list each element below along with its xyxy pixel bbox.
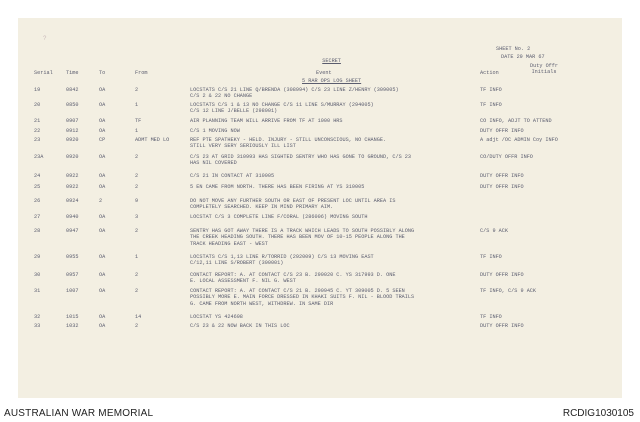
to-cell: OA <box>99 288 106 294</box>
from-cell: TF <box>135 118 142 124</box>
action-cell: TF INFO <box>480 87 502 93</box>
from-cell: 1 <box>135 128 139 134</box>
table-row <box>18 288 622 307</box>
to-cell: 2 <box>99 198 103 204</box>
time-cell: 0947 <box>66 228 79 234</box>
from-cell: 2 <box>135 228 139 234</box>
event-cell: LOCSTATS C/S 21 LINE Q/BRENDA (308994) C/S 23 LINE Z/HENRY (309005) C/S 2 & 22 NO CHANGE <box>190 87 399 100</box>
to-cell: OA <box>99 128 106 134</box>
event-cell: C/S 23 & 22 NOW BACK IN THIS LOC <box>190 323 290 329</box>
serial-cell: 24 <box>34 173 41 179</box>
to-cell: OA <box>99 272 106 278</box>
serial-cell: 21 <box>34 118 41 124</box>
action-cell: TF INFO, C/S 9 ACK <box>480 288 537 294</box>
time-cell: 0922 <box>66 173 79 179</box>
to-cell: OA <box>99 184 106 190</box>
log-sheet-page <box>18 18 622 398</box>
sheet-date: DATE 29 MAR 67 <box>501 54 545 60</box>
to-cell: OA <box>99 87 106 93</box>
from-cell: 2 <box>135 288 139 294</box>
action-cell: C/S 9 ACK <box>480 228 509 234</box>
event-cell: LOCSTATS C/S 1,13 LINE R/TORRID (292009) C/S 13 MOVING EAST C/12,11 LINE S/ROBERT (300001) <box>190 254 374 267</box>
from-cell: 3 <box>135 214 139 220</box>
time-cell: 0922 <box>66 184 79 190</box>
event-cell: C/S 21 IN CONTACT AT 310005 <box>190 173 275 179</box>
table-row <box>18 214 622 228</box>
serial-cell: 20 <box>34 102 41 108</box>
from-cell: 2 <box>135 272 139 278</box>
archive-footer <box>0 406 640 422</box>
to-cell: OA <box>99 154 106 160</box>
action-cell: TF INFO <box>480 102 502 108</box>
serial-cell: 31 <box>34 288 41 294</box>
time-cell: 0940 <box>66 214 79 220</box>
to-cell: OA <box>99 228 106 234</box>
table-row <box>18 272 622 286</box>
from-cell: 2 <box>135 184 139 190</box>
time-cell: 0920 <box>66 154 79 160</box>
to-cell: OA <box>99 323 106 329</box>
to-cell: OA <box>99 173 106 179</box>
time-cell: 0842 <box>66 87 79 93</box>
col-action-header: Action <box>480 70 499 76</box>
serial-cell: 33 <box>34 323 41 329</box>
action-cell: DUTY OFFR INFO <box>480 184 524 190</box>
action-cell: DUTY OFFR INFO <box>480 173 524 179</box>
action-cell: CO/DUTY OFFR INFO <box>480 154 533 160</box>
action-cell: TF INFO <box>480 314 502 320</box>
action-cell: DUTY OFFR INFO <box>480 128 524 134</box>
to-cell: OA <box>99 214 106 220</box>
event-cell: DO NOT MOVE ANY FURTHER SOUTH OR EAST OF PRESENT LOC UNTIL AREA IS COMPLETELY SEARCHED. KEEP IN MIND PRIMARY AIM. <box>190 198 396 211</box>
to-cell: CP <box>99 137 106 143</box>
table-row <box>18 102 622 116</box>
table-row <box>18 154 622 168</box>
table-row <box>18 254 622 268</box>
event-cell: C/S 23 AT GRID 310993 HAS SIGHTED SENTRY WHO HAS GONE TO GROUND, C/S 23 HAS NIL COVERED <box>190 154 412 167</box>
event-cell: LOCSTAT C/S 3 COMPLETE LINE F/CORAL (286006) MOVING SOUTH <box>190 214 368 220</box>
event-cell: CONTACT REPORT: A. AT CONTACT C/S 21 B. 290945 C. YT 309005 D. 5 SEEN POSSIBLY MORE E. MAIN FORCE DRESSED IN KHAKI SUITS F. NIL - BLOOD TRAILS G. CAME FROM NORTH WEST, WITHDREW. IN SAME DIR <box>190 288 415 307</box>
time-cell: 0924 <box>66 198 79 204</box>
classification-title: SECRET <box>322 57 341 64</box>
serial-cell: 27 <box>34 214 41 220</box>
serial-cell: 30 <box>34 272 41 278</box>
table-row <box>18 184 622 198</box>
event-cell: AIR PLANNING TEAM WILL ARRIVE FROM TF AT 1000 HRS <box>190 118 343 124</box>
col-time-header: Time <box>66 70 79 76</box>
from-cell: 1 <box>135 102 139 108</box>
col-to-header: To <box>99 70 106 76</box>
from-cell: 1 <box>135 254 139 260</box>
to-cell: OA <box>99 118 106 124</box>
action-cell: DUTY OFFR INFO <box>480 272 524 278</box>
event-cell: LOCSTATS C/S 1 & 13 NO CHANGE C/S 11 LINE S/MURRAY (294005) C/S 12 LINE J/BELLE (298001) <box>190 102 374 115</box>
from-cell: 2 <box>135 154 139 160</box>
serial-cell: 26 <box>34 198 41 204</box>
from-cell: 2 <box>135 173 139 179</box>
to-cell: OA <box>99 254 106 260</box>
col-from-header: From <box>135 70 148 76</box>
col-event-header: Event <box>316 70 332 76</box>
serial-cell: 19 <box>34 87 41 93</box>
time-cell: 0920 <box>66 137 79 143</box>
action-cell: A adjt /OC ADMIN Coy INFO <box>480 137 558 143</box>
event-cell: LOCSTAT YS 424698 <box>190 314 243 320</box>
time-cell: 0957 <box>66 272 79 278</box>
serial-cell: 29 <box>34 254 41 260</box>
event-cell: C/S 1 MOVING NOW <box>190 128 240 134</box>
from-cell: 2 <box>135 323 139 329</box>
serial-cell: 22 <box>34 128 41 134</box>
archive-name: AUSTRALIAN WAR MEMORIAL <box>4 408 154 419</box>
table-row <box>18 87 622 101</box>
table-row <box>18 228 622 247</box>
stamp-mark: ? <box>43 36 47 42</box>
table-row <box>18 198 622 212</box>
to-cell: OA <box>99 102 106 108</box>
serial-cell: 25 <box>34 184 41 190</box>
action-cell: CO INFO, ADJT TO ATTEND <box>480 118 552 124</box>
serial-cell: 23 <box>34 137 41 143</box>
from-cell: 14 <box>135 314 142 320</box>
event-cell: REF PTE SPATHEKY - HELD. INJURY - STILL UNCONSCIOUS, NO CHANGE. STILL VERY SERY SERIOUSLY ILL LIST <box>190 137 387 150</box>
from-cell: ADMT MED LO <box>135 137 170 143</box>
time-cell: 1007 <box>66 288 79 294</box>
log-sheet-subtitle: 5 RAR OPS LOG SHEET <box>302 78 362 85</box>
time-cell: 0955 <box>66 254 79 260</box>
table-row <box>18 137 622 151</box>
action-cell: TF INFO <box>480 254 502 260</box>
time-cell: 1015 <box>66 314 79 320</box>
event-cell: 5 EN CAME FROM NORTH. THERE HAS BEEN FIRING AT YS 310005 <box>190 184 365 190</box>
serial-cell: 28 <box>34 228 41 234</box>
action-cell: DUTY OFFR INFO <box>480 323 524 329</box>
serial-cell: 23A <box>34 154 44 160</box>
from-cell: 2 <box>135 87 139 93</box>
time-cell: 0912 <box>66 128 79 134</box>
to-cell: OA <box>99 314 106 320</box>
archive-reference: RCDIG1030105 <box>562 408 634 419</box>
from-cell: 9 <box>135 198 139 204</box>
time-cell: 0850 <box>66 102 79 108</box>
event-cell: SENTRY HAS GOT AWAY THERE IS A TRACK WHICH LEADS TO SOUTH POSSIBLY ALONG THE CREEK HEADING SOUTH. THERE HAS BEEN MOV OF 10-15 PEOPLE ALONG THE TRACK HEADING EAST - WEST <box>190 228 415 247</box>
time-cell: 0907 <box>66 118 79 124</box>
col-serial-header: Serial <box>34 70 53 76</box>
event-cell: CONTACT REPORT: A. AT CONTACT C/S 23 B. 290020 C. YS 317993 D. ONE E. LOCAL ASSESSMENT F. NIL G. WEST <box>190 272 396 285</box>
sheet-number: SHEET No. 2 <box>496 46 531 52</box>
table-row <box>18 323 622 337</box>
col-duty-offr-header: Duty Offr Initials <box>530 63 559 76</box>
time-cell: 1032 <box>66 323 79 329</box>
serial-cell: 32 <box>34 314 41 320</box>
